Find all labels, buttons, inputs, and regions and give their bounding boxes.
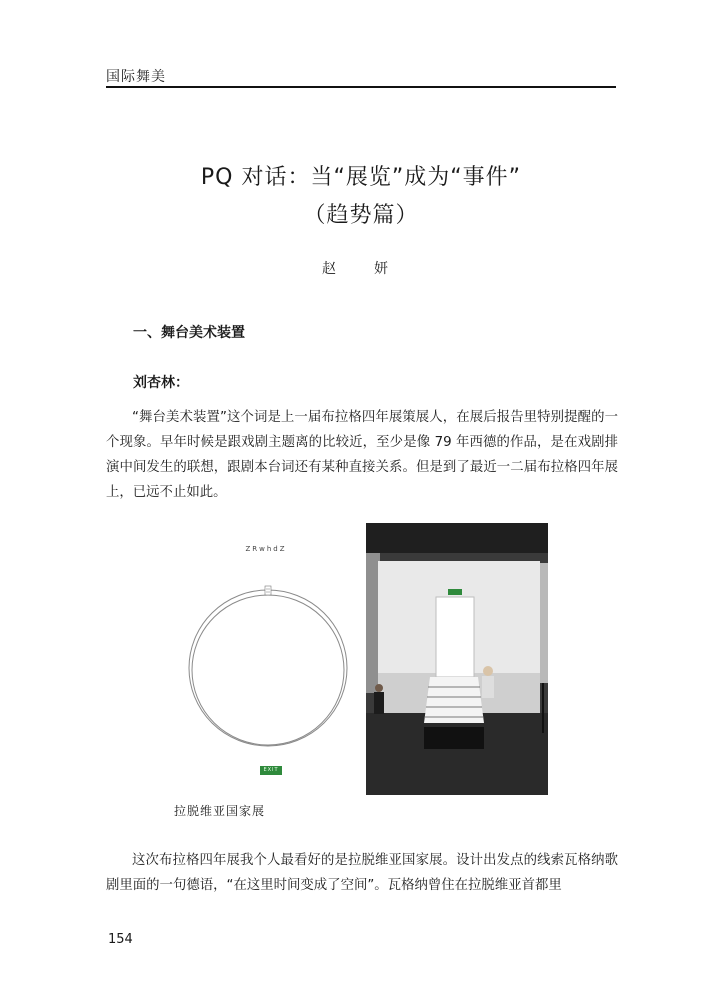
ring-graphic (176, 523, 356, 795)
section-heading: 一、舞台美术装置 (133, 325, 245, 341)
page-number: 154 (108, 932, 133, 947)
running-header: 国际舞美 (106, 69, 166, 85)
figure-ring-diagram (176, 523, 356, 795)
body-paragraph-2: 这次布拉格四年展我个人最看好的是拉脱维亚国家展。设计出发点的线索瓦格纳歌剧里面的一句德语，“在这里时间变成了空间”。瓦格纳曾住在拉脱维亚首都里 (106, 853, 618, 893)
author-name: 赵 妍 (322, 261, 400, 277)
body-paragraph-1: “舞台美术装置”这个词是上一届布拉格四年展策展人，在展后报告里特别提醒的一个现象。早年时候是跟戏剧主题离的比较近，至少是像 79 年西德的作品，是在戏剧排演中间发生的联想，跟剧本台词还有某种直接关系。但是到了最近一二届布拉格四年展上，已远不止如此。 (106, 410, 618, 500)
figure-caption: 拉脱维亚国家展 (174, 804, 266, 818)
exit-sign: EXIT (260, 766, 282, 775)
speaker-label: 刘杏林： (133, 375, 189, 391)
article-title: PQ 对话：当“展览”成为“事件” (200, 165, 522, 190)
header-rule (106, 86, 616, 88)
installation-photo-graphic (366, 523, 548, 795)
figure-logo-text: ZRwhdZ (245, 545, 287, 553)
article-subtitle: （趋势篇） (303, 203, 419, 228)
figure-installation-photo (366, 523, 548, 795)
